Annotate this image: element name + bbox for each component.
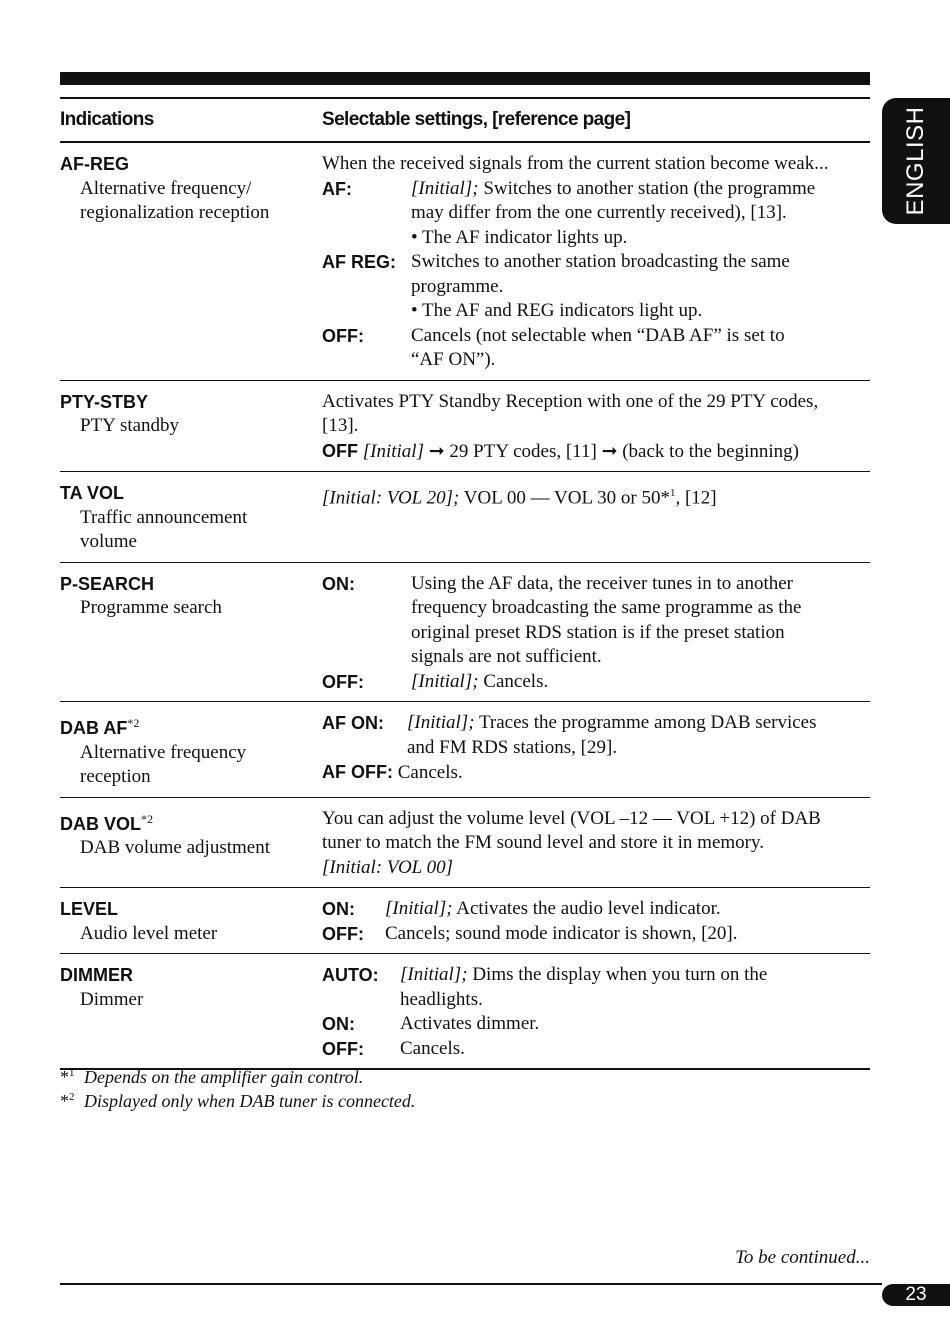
top-rule: [60, 72, 870, 85]
initial-marker: [Initial: VOL 00]: [322, 856, 454, 878]
option-text: Cancels.: [400, 1037, 465, 1059]
arrow-icon: ➞: [601, 440, 618, 462]
option-auto: [322, 963, 870, 988]
item-name: DAB AF$^{*2}$: [60, 716, 140, 738]
footnote-ref: 1: [669, 487, 676, 499]
setting-text: [13].: [322, 415, 359, 436]
option-af-off: [322, 760, 870, 786]
item-name: LEVEL: [60, 899, 119, 919]
footnote-1: *$^1$ Depends on the amplifier gain control.: [60, 1067, 364, 1087]
option-text: Traces the programme among DAB services: [478, 712, 817, 733]
item-desc: Alternative frequency/: [80, 177, 252, 199]
option-off: [322, 1037, 870, 1062]
option-af-reg: [322, 250, 870, 275]
item-desc: regionalization reception: [80, 202, 270, 223]
initial-marker: [Initial];: [385, 898, 453, 919]
initial-marker: [Initial];: [411, 177, 479, 199]
setting-text: (back to the beginning): [622, 440, 799, 462]
intro-text: When the received signals from the current station become weak...: [322, 153, 829, 174]
bullet-note: • The AF and REG indicators light up.: [411, 300, 703, 321]
option-text: “AF ON”).: [411, 349, 496, 370]
language-tab-label: ENGLISH: [902, 106, 929, 216]
item-desc: Audio level meter: [80, 922, 218, 944]
option-text: may differ from the one currently received), [13].: [411, 202, 787, 223]
setting-text: 29 PTY codes, [11]: [449, 440, 597, 462]
bottom-rule: [60, 1283, 882, 1285]
option-text: original preset RDS station is if the preset station: [411, 621, 785, 643]
option-text: programme.: [411, 275, 504, 297]
option-key: AF ON:: [322, 713, 384, 733]
option-text: Activates the audio level indicator.: [456, 898, 721, 919]
table-row-ta-vol: [60, 472, 870, 563]
item-desc: DAB volume adjustment: [80, 837, 270, 858]
arrow-icon: ➞: [428, 440, 445, 462]
option-text: and FM RDS stations, [29].: [407, 736, 618, 758]
option-key: AF:: [322, 178, 352, 199]
option-text: Using the AF data, the receiver tunes in to another: [411, 572, 794, 594]
option-key: OFF:: [322, 325, 364, 346]
setting-text: VOL 00 — VOL 30 or 50*: [463, 487, 670, 509]
table-row-level: [60, 888, 870, 954]
settings-table: [60, 97, 870, 1070]
option-text: Cancels.: [397, 762, 463, 783]
item-desc: Alternative frequency: [80, 741, 247, 763]
footnote-2: *$^2$ Displayed only when DAB tuner is connected.: [60, 1091, 416, 1111]
initial-marker: [Initial]: [362, 440, 424, 462]
option-text: Switches to another station broadcasting the same: [411, 251, 790, 272]
language-tab: [882, 98, 950, 224]
option-text: Cancels (not selectable when “DAB AF” is set to: [411, 324, 785, 346]
option-key: OFF:: [322, 923, 364, 944]
table-row-pty-stby: [60, 381, 870, 473]
setting-text: Activates PTY Standby Reception with one of the 29 PTY codes,: [322, 390, 819, 412]
item-desc: volume: [80, 531, 137, 552]
option-text: signals are not sufficient.: [411, 646, 602, 667]
header-settings: Selectable settings, [reference page]: [322, 109, 631, 130]
option-text: Dims the display when you turn on the: [472, 964, 768, 985]
page-number: 23: [882, 1284, 950, 1306]
footnote-text: Depends on the amplifier gain control.: [84, 1067, 364, 1087]
item-desc: Traffic announcement: [80, 506, 248, 528]
option-on: [322, 897, 870, 922]
continued-note: To be continued...: [735, 1247, 870, 1268]
table-row-af-reg: [60, 143, 870, 381]
option-text: frequency broadcasting the same programme as the: [411, 597, 802, 618]
item-name: P-SEARCH: [60, 573, 155, 594]
option-af-on: [322, 711, 870, 736]
option-text: Cancels; sound mode indicator is shown, [20].: [385, 922, 738, 944]
initial-marker: [Initial];: [411, 670, 479, 692]
item-name: DAB VOL$^{*2}$: [60, 811, 153, 834]
option-on: [322, 1012, 870, 1037]
option-on: [322, 572, 870, 597]
option-key: ON:: [322, 899, 355, 919]
setting-line: [322, 481, 870, 511]
option-text: Activates dimmer.: [400, 1013, 540, 1034]
item-name: AF-REG: [60, 154, 129, 174]
option-text: Switches to another station (the programme: [483, 177, 816, 199]
initial-marker: [Initial];: [407, 712, 475, 733]
option-text: headlights.: [400, 988, 483, 1010]
header-indications: Indications: [60, 109, 154, 130]
option-key: ON:: [322, 573, 355, 594]
item-desc: reception: [80, 766, 151, 787]
initial-marker: [Initial];: [400, 964, 468, 985]
option-af: [322, 177, 870, 202]
footnote-ref: *2: [141, 811, 153, 826]
table-row-dab-af: [60, 702, 870, 798]
setting-ref: , [12]: [675, 487, 717, 509]
item-desc: PTY standby: [80, 415, 180, 436]
option-off: [322, 922, 870, 947]
option-off: [322, 324, 870, 349]
option-key: OFF: [322, 440, 358, 461]
option-key: OFF:: [322, 1038, 364, 1059]
initial-marker: [Initial: VOL 20];: [322, 487, 460, 509]
footnote-ref: *2: [127, 716, 140, 730]
setting-text: tuner to match the FM sound level and store it in memory.: [322, 832, 765, 853]
table-row-p-search: [60, 563, 870, 703]
footnote-text: Displayed only when DAB tuner is connected.: [84, 1091, 416, 1111]
table-row-dimmer: [60, 954, 870, 1070]
table-header: [60, 97, 870, 143]
option-key: AUTO:: [322, 965, 379, 985]
item-name: PTY-STBY: [60, 391, 149, 412]
option-text: Cancels.: [483, 670, 549, 692]
table-row-dab-vol: [60, 798, 870, 889]
option-key: AF REG:: [322, 252, 396, 272]
option-key: OFF:: [322, 671, 364, 692]
pty-sequence: [322, 439, 870, 465]
option-key: AF OFF:: [322, 762, 393, 782]
item-name: DIMMER: [60, 965, 133, 985]
option-off: [322, 670, 870, 695]
item-name: TA VOL: [60, 483, 124, 503]
item-desc: Dimmer: [80, 988, 144, 1010]
setting-text: You can adjust the volume level (VOL –12 — VOL +12) of DAB: [322, 807, 821, 829]
bullet-note: • The AF indicator lights up.: [411, 226, 628, 248]
option-key: ON:: [322, 1014, 355, 1034]
item-desc: Programme search: [80, 597, 222, 618]
